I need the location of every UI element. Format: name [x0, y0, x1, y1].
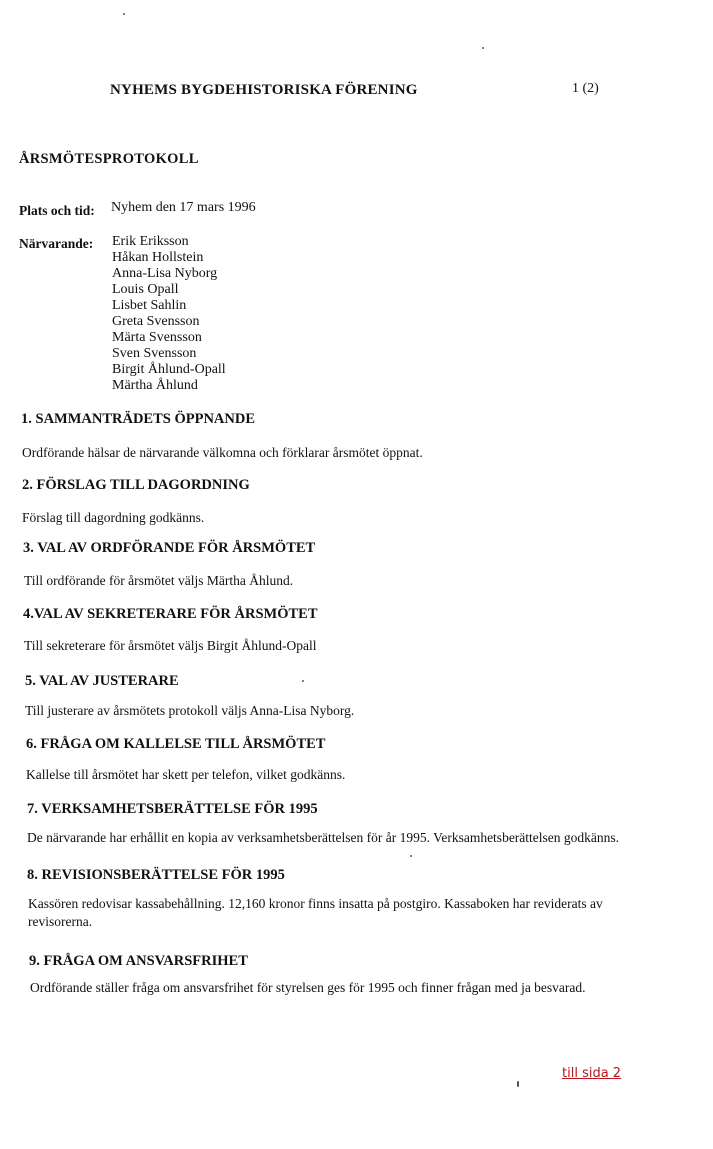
section-heading: 2. FÖRSLAG TILL DAGORDNING: [22, 477, 250, 493]
attendee-name: Lisbet Sahlin: [112, 298, 187, 313]
section-text: De närvarande har erhållit en kopia av verksamhetsberättelsen för år 1995. Verksamhetsberättelsen godkänns.: [27, 830, 620, 845]
scan-speck: [517, 1081, 519, 1087]
scan-speck: [410, 855, 412, 857]
scan-speck: [482, 47, 484, 49]
place-time-label: Plats och tid:: [19, 203, 95, 218]
section-heading: 6. FRÅGA OM KALLELSE TILL ÅRSMÖTET: [26, 736, 326, 752]
section-text: Till ordförande för årsmötet väljs Märtha Åhlund.: [24, 573, 294, 588]
attendee-name: Märta Svensson: [112, 330, 202, 345]
document-title: ÅRSMÖTESPROTOKOLL: [19, 151, 199, 167]
section-text: Kallelse till årsmötet har skett per telefon, vilket godkänns.: [26, 767, 346, 782]
section-heading: 8. REVISIONSBERÄTTELSE FÖR 1995: [27, 867, 285, 883]
attendee-name: Birgit Åhlund-Opall: [112, 362, 226, 377]
section-heading: 4.VAL AV SEKRETERARE FÖR ÅRSMÖTET: [23, 606, 318, 622]
attendee-name: Greta Svensson: [112, 314, 200, 329]
section-heading: 7. VERKSAMHETSBERÄTTELSE FÖR 1995: [27, 801, 318, 817]
page-number: 1 (2): [572, 81, 599, 96]
attendee-name: Louis Opall: [112, 282, 179, 297]
section-text: Till sekreterare för årsmötet väljs Birgit Åhlund-Opall: [24, 638, 317, 653]
attendee-name: Anna-Lisa Nyborg: [112, 266, 218, 281]
organization-name: NYHEMS BYGDEHISTORISKA FÖRENING: [110, 82, 418, 98]
section-heading: 1. SAMMANTRÄDETS ÖPPNANDE: [21, 411, 256, 427]
scan-speck: [123, 13, 125, 15]
section-text: Ordförande ställer fråga om ansvarsfrihet för styrelsen ges för 1995 och finner frågan med ja besvarad.: [30, 980, 586, 995]
attendee-name: Märtha Åhlund: [112, 378, 198, 393]
attendee-list: [112, 234, 226, 394]
place-time-value: Nyhem den 17 mars 1996: [111, 200, 256, 215]
attendee-name: Håkan Hollstein: [112, 250, 204, 265]
next-page-link[interactable]: till sida 2: [562, 1066, 622, 1081]
section-heading: 9. FRÅGA OM ANSVARSFRIHET: [29, 953, 248, 969]
section-heading: 5. VAL AV JUSTERARE: [25, 673, 179, 689]
attendee-name: Sven Svensson: [112, 346, 197, 361]
section-text: Ordförande hälsar de närvarande välkomna och förklarar årsmötet öppnat.: [22, 445, 423, 460]
section-text: Till justerare av årsmötets protokoll väljs Anna-Lisa Nyborg.: [25, 703, 355, 718]
scan-speck: [302, 680, 304, 682]
section-text: Förslag till dagordning godkänns.: [22, 510, 205, 525]
attendance-label: Närvarande:: [19, 236, 94, 251]
section-text: Kassören redovisar kassabehållning. 12,160 kronor finns insatta på postgiro. Kassaboken har reviderats av revisorerna.: [28, 896, 603, 929]
attendee-name: Erik Eriksson: [112, 234, 189, 249]
section-heading: 3. VAL AV ORDFÖRANDE FÖR ÅRSMÖTET: [23, 540, 316, 556]
